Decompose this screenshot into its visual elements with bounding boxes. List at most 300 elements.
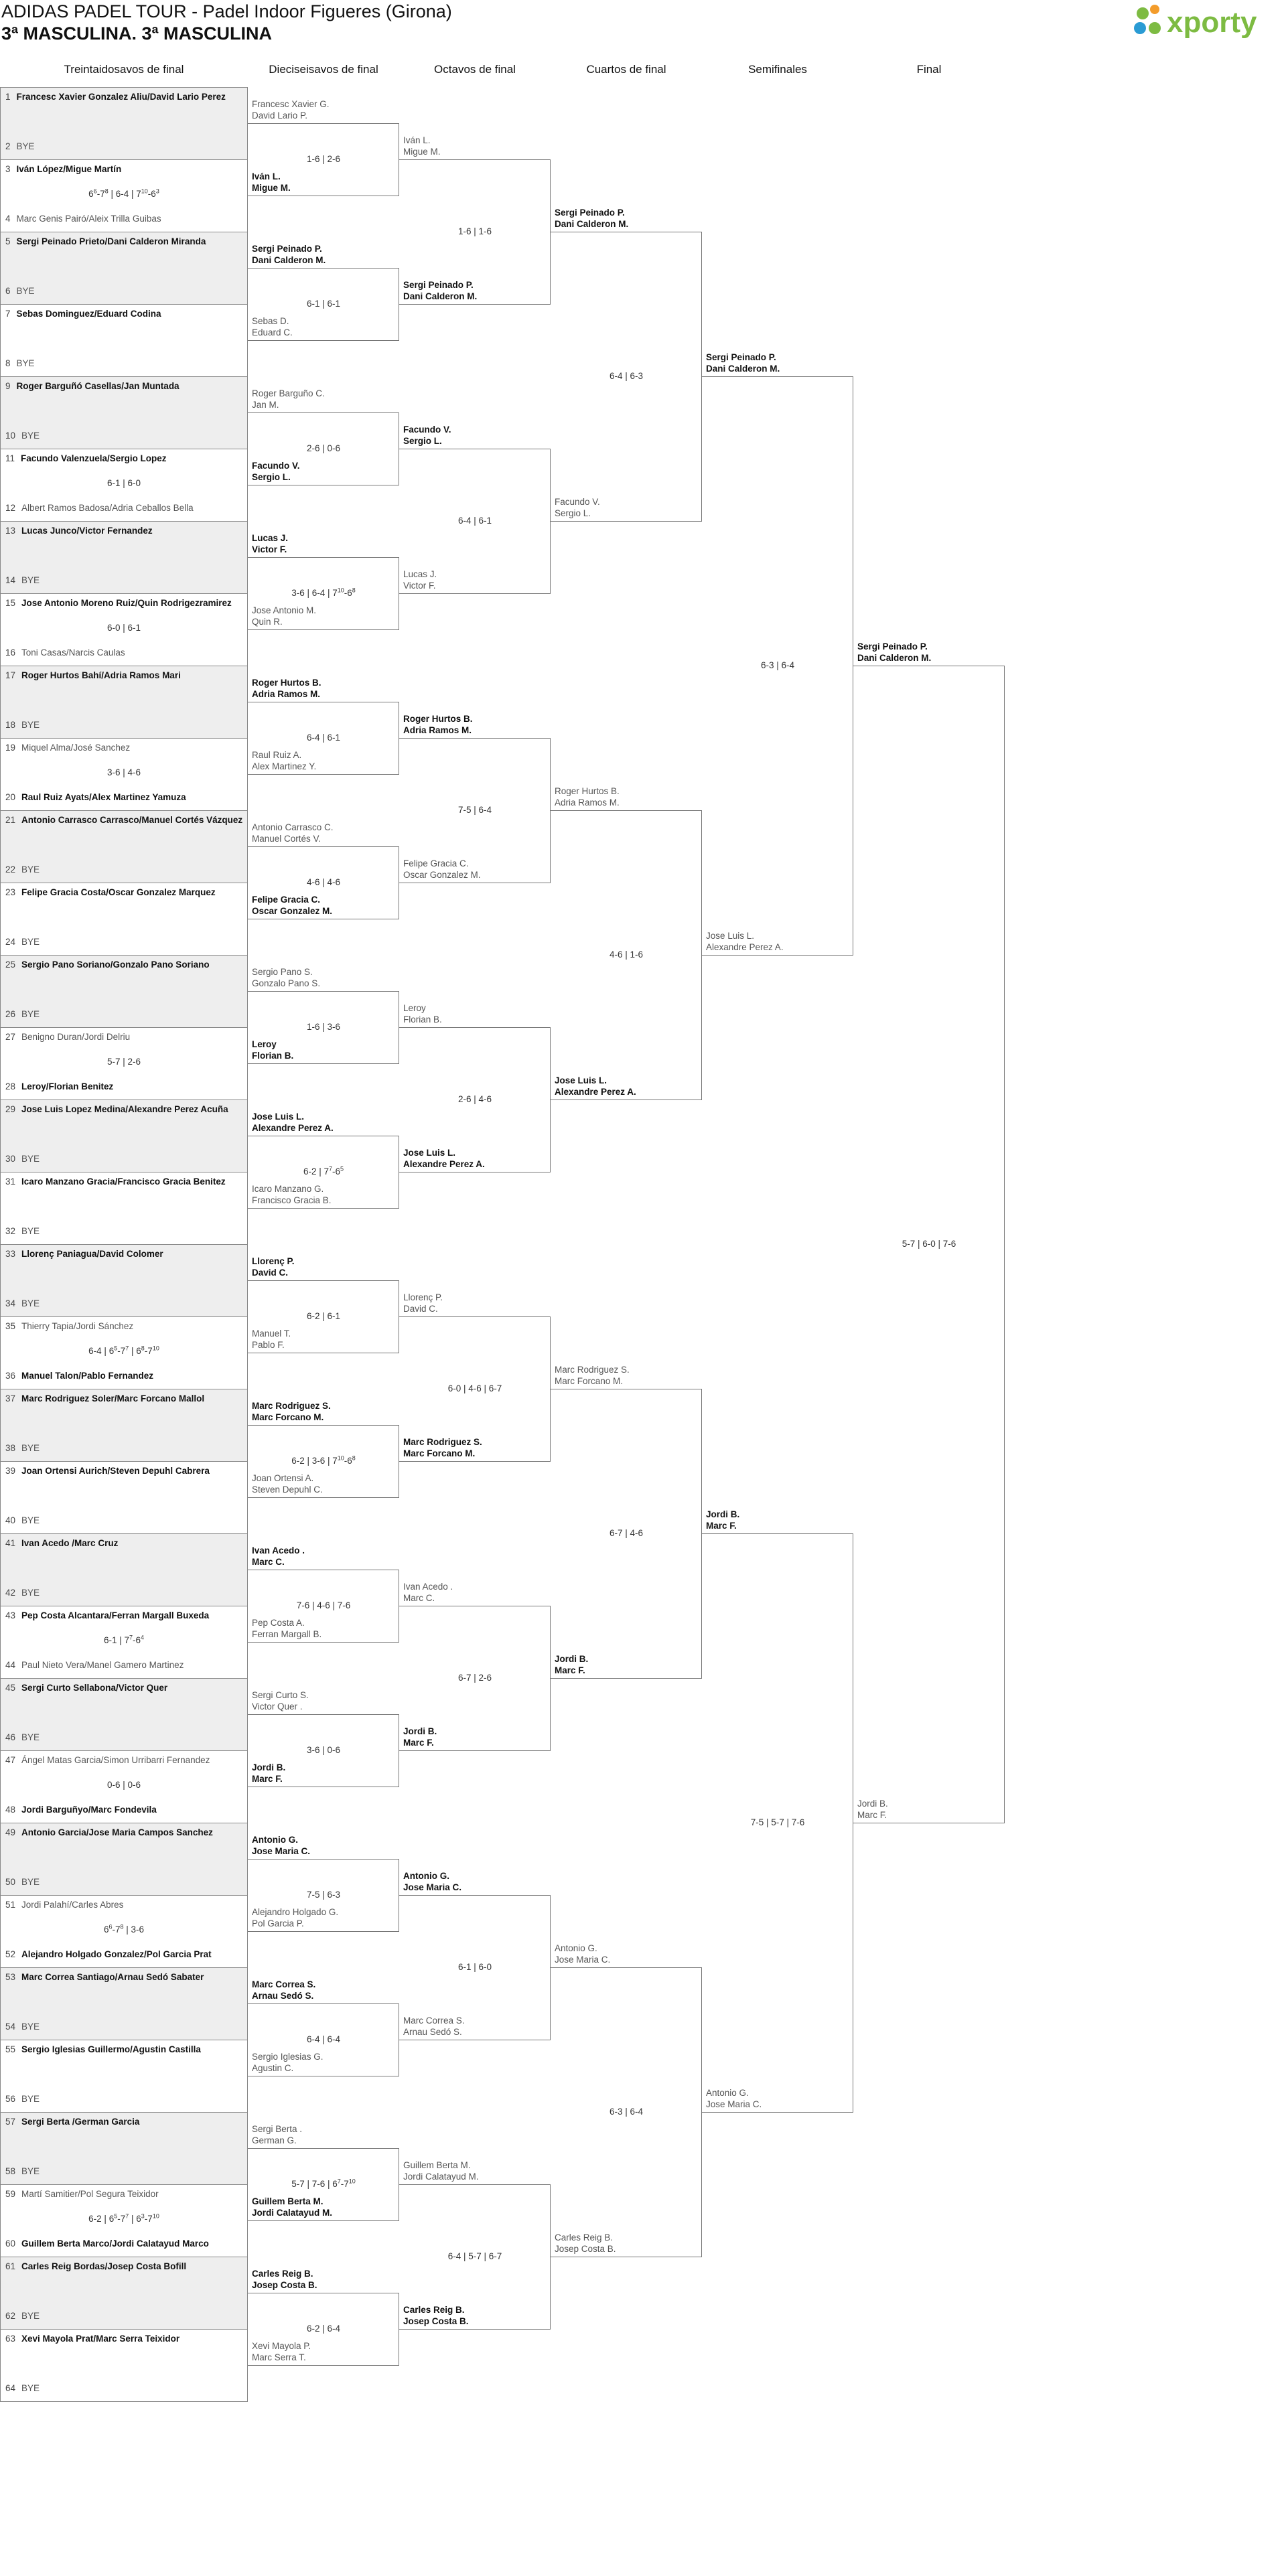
match-score: 6-7 | 2-6	[457, 1673, 492, 1683]
round-header: Cuartos de final	[586, 63, 666, 76]
team-player-1: Pep Costa A.	[252, 1618, 305, 1628]
team-entry	[252, 894, 398, 917]
match-score: 6-3 | 6-4	[760, 660, 795, 670]
seed-number: 27	[5, 1032, 16, 1042]
match-score: 6-4 | 6-1	[306, 733, 341, 743]
team-entry	[5, 430, 246, 441]
team-entry	[5, 1971, 246, 1983]
team-player-1: Leroy	[252, 1039, 277, 1049]
page-title: ADIDAS PADEL TOUR - Padel Indoor Figueres (Girona)	[1, 1, 452, 21]
team-player-1: Llorenç P.	[252, 1256, 295, 1266]
team-player-2: Pablo F.	[252, 1340, 285, 1350]
team-entry	[5, 887, 246, 898]
team-player-1: Manuel T.	[252, 1329, 291, 1339]
seed-number: 16	[5, 648, 16, 658]
match-score: 6-2 | 6-1	[306, 1311, 341, 1321]
team-player-2: Dani Calderon M.	[857, 653, 932, 663]
team-player-1: Iván L.	[252, 171, 281, 181]
team-name: Felipe Gracia Costa/Oscar Gonzalez Marquez	[21, 887, 216, 897]
team-entry	[5, 2188, 246, 2200]
team-entry	[5, 1876, 246, 1888]
team-entry	[252, 98, 398, 121]
team-entry	[5, 1537, 246, 1549]
team-entry	[403, 279, 549, 302]
team-entry	[5, 1659, 246, 1671]
team-player-2: Alexandre Perez A.	[555, 1087, 636, 1097]
team-entry	[5, 719, 246, 731]
match-score: 6-2 | $6^5-7^7$ | $6^3-7^{10}$	[88, 2212, 159, 2224]
seed-number: 38	[5, 1443, 16, 1453]
team-entry	[5, 2238, 246, 2249]
seed-number: 44	[5, 1660, 16, 1670]
seed-number: 41	[5, 1538, 16, 1548]
team-entry	[252, 171, 398, 194]
team-player-1: Jose Luis L.	[403, 1148, 456, 1158]
team-entry	[5, 2261, 246, 2272]
team-player-2: Agustin C.	[252, 2063, 294, 2073]
team-player-2: Jordi Calatayud M.	[403, 2172, 479, 2182]
team-player-2: Marc F.	[403, 1738, 434, 1748]
team-name: Leroy/Florian Benitez	[21, 1081, 114, 1091]
team-player-2: Adria Ramos M.	[403, 725, 472, 735]
team-name: Toni Casas/Narcis Caulas	[21, 648, 125, 658]
team-entry	[252, 243, 398, 266]
team-name: Sergio Pano Soriano/Gonzalo Pano Soriano	[21, 960, 210, 970]
match-score: 2-6 | 0-6	[306, 443, 341, 453]
team-entry	[5, 141, 246, 152]
seed-number: 29	[5, 1104, 16, 1114]
match-score: 6-3 | 6-4	[609, 2107, 644, 2117]
match-score: 7-5 | 5-7 | 7-6	[750, 1817, 805, 1827]
round-header: Dieciseisavos de final	[269, 63, 378, 76]
seed-number: 62	[5, 2311, 16, 2321]
seed-number: 31	[5, 1177, 16, 1187]
team-name: Joan Ortensi Aurich/Steven Depuhl Cabrera	[21, 1466, 210, 1476]
team-entry	[5, 2333, 246, 2344]
team-name: Marc Genis Pairó/Aleix Trilla Guibas	[16, 214, 161, 224]
team-name: Marc Correa Santiago/Arnau Sedó Sabater	[21, 1972, 204, 1982]
team-entry	[252, 1111, 398, 1134]
team-entry	[5, 525, 246, 536]
team-name: BYE	[21, 2383, 40, 2393]
team-entry	[252, 460, 398, 483]
team-player-2: Migue M.	[403, 147, 441, 157]
team-player-2: Adria Ramos M.	[555, 798, 620, 808]
match-score: 6-1 | 6-0	[106, 478, 141, 488]
team-player-1: Ivan Acedo .	[403, 1582, 453, 1592]
team-player-2: Sergio L.	[252, 472, 291, 482]
match-score: 6-7 | 4-6	[609, 1528, 644, 1538]
seed-number: 12	[5, 503, 16, 513]
match-score: 6-1 | $7^7-6^4$	[103, 1634, 145, 1645]
team-player-2: Jan M.	[252, 400, 279, 410]
team-player-2: Josep Costa B.	[555, 2244, 616, 2254]
team-name: Lucas Junco/Victor Fernandez	[21, 526, 153, 536]
team-entry	[555, 496, 701, 519]
seed-number: 9	[5, 381, 11, 391]
team-entry	[5, 2021, 246, 2032]
team-player-2: Oscar Gonzalez M.	[403, 870, 481, 880]
team-player-1: Roger Hurtos B.	[252, 678, 322, 688]
match-score: 5-7 | 7-6 | $6^7-7^{10}$	[291, 2178, 356, 2189]
match-score: 6-4 | 6-3	[609, 371, 644, 381]
team-name: BYE	[21, 575, 40, 585]
team-player-2: Marc Serra T.	[252, 2352, 306, 2362]
team-player-2: Jose Maria C.	[555, 1955, 611, 1965]
team-entry	[252, 2196, 398, 2218]
team-entry	[5, 1104, 246, 1115]
team-player-1: Ivan Acedo .	[252, 1545, 305, 1556]
team-player-1: Jordi B.	[706, 1509, 740, 1519]
team-name: BYE	[21, 1515, 40, 1525]
team-name: Sergi Berta /German Garcia	[21, 2117, 140, 2127]
team-player-1: Marc Correa S.	[252, 1979, 316, 1989]
team-entry	[5, 1899, 246, 1910]
team-name: BYE	[16, 358, 35, 368]
team-player-2: Jose Maria C.	[403, 1882, 462, 1892]
team-entry	[5, 2382, 246, 2394]
team-entry	[252, 315, 398, 338]
match-score: 2-6 | 4-6	[457, 1094, 492, 1104]
team-entry	[403, 1726, 549, 1748]
team-player-1: Guillem Berta M.	[252, 2196, 324, 2206]
team-player-2: Gonzalo Pano S.	[252, 978, 321, 988]
team-entry	[5, 1031, 246, 1043]
seed-number: 60	[5, 2239, 16, 2249]
team-entry	[403, 1581, 549, 1604]
team-player-1: Antonio G.	[403, 1871, 449, 1881]
team-name: BYE	[21, 1588, 40, 1598]
team-entry	[5, 647, 246, 658]
team-entry	[403, 135, 549, 157]
team-entry	[252, 1834, 398, 1857]
team-player-2: Alexandre Perez A.	[252, 1123, 334, 1133]
team-entry	[403, 1292, 549, 1314]
team-name: Jose Luis Lopez Medina/Alexandre Perez Acuña	[21, 1104, 228, 1114]
team-name: BYE	[21, 2022, 40, 2032]
seed-number: 64	[5, 2383, 16, 2393]
team-entry	[5, 1732, 246, 1743]
team-player-2: Marc C.	[403, 1593, 435, 1603]
page-subtitle: 3ª MASCULINA. 3ª MASCULINA	[1, 23, 272, 44]
team-player-1: Felipe Gracia C.	[252, 895, 321, 905]
team-player-2: German G.	[252, 2135, 297, 2145]
seed-number: 18	[5, 720, 16, 730]
seed-number: 37	[5, 1393, 16, 1404]
team-entry	[252, 2268, 398, 2291]
team-name: Sergi Peinado Prieto/Dani Calderon Miranda	[16, 236, 206, 246]
team-entry	[252, 1545, 398, 1568]
team-player-1: Roger Barguño C.	[252, 388, 325, 398]
team-entry	[403, 569, 549, 591]
team-player-1: Marc Rodriguez S.	[555, 1365, 630, 1375]
team-player-1: Carles Reig B.	[403, 2305, 465, 2315]
team-player-2: Migue M.	[252, 183, 291, 193]
team-player-2: Florian B.	[252, 1051, 294, 1061]
team-name: Antonio Garcia/Jose Maria Campos Sanchez	[21, 1827, 213, 1837]
team-player-1: Raul Ruiz A.	[252, 750, 302, 760]
team-player-1: Lucas J.	[252, 533, 289, 543]
team-name: BYE	[21, 1226, 40, 1236]
team-entry	[5, 1393, 246, 1404]
seed-number: 14	[5, 575, 16, 585]
team-entry	[252, 1183, 398, 1206]
team-entry	[252, 2340, 398, 2363]
team-name: BYE	[16, 286, 35, 296]
team-player-2: Eduard C.	[252, 327, 293, 337]
seed-number: 43	[5, 1610, 16, 1620]
team-entry	[252, 966, 398, 989]
team-player-2: Dani Calderon M.	[252, 255, 326, 265]
team-entry	[5, 959, 246, 970]
team-name: Sebas Dominguez/Eduard Codina	[16, 309, 161, 319]
team-name: Alejandro Holgado Gonzalez/Pol Garcia Prat	[21, 1949, 212, 1959]
team-player-2: Josep Costa B.	[252, 2280, 317, 2290]
team-name: BYE	[21, 720, 40, 730]
team-entry	[5, 1176, 246, 1187]
team-player-1: Sergio Pano S.	[252, 967, 313, 977]
team-player-1: Marc Rodriguez S.	[403, 1437, 482, 1447]
team-player-2: Quin R.	[252, 617, 283, 627]
team-player-2: Alexandre Perez A.	[403, 1159, 485, 1169]
match-score: 6-2 | 6-4	[306, 2324, 341, 2334]
seed-number: 19	[5, 743, 16, 753]
seed-number: 20	[5, 792, 16, 802]
team-player-1: Sergi Peinado P.	[555, 208, 625, 218]
team-name: Llorenç Paniagua/David Colomer	[21, 1249, 163, 1259]
team-name: Paul Nieto Vera/Manel Gamero Martinez	[21, 1660, 184, 1670]
team-name: Jordi Palahí/Carles Abres	[21, 1900, 124, 1910]
team-entry	[555, 1075, 701, 1097]
team-player-2: Alex Martinez Y.	[252, 761, 317, 771]
match-score: 6-0 | 6-1	[106, 623, 141, 633]
seed-number: 49	[5, 1827, 16, 1837]
team-entry	[5, 670, 246, 681]
team-player-1: Sebas D.	[252, 316, 289, 326]
match-score: 3-6 | 6-4 | $7^{10}-6^8$	[291, 587, 356, 598]
team-player-1: Jordi B.	[555, 1654, 589, 1664]
team-entry	[252, 822, 398, 844]
team-entry	[5, 1153, 246, 1164]
team-player-1: Carles Reig B.	[555, 2232, 614, 2243]
team-player-1: Felipe Gracia C.	[403, 858, 469, 868]
team-player-2: Jose Maria C.	[252, 1846, 311, 1856]
seed-number: 40	[5, 1515, 16, 1525]
team-player-2: Oscar Gonzalez M.	[252, 906, 333, 916]
seed-number: 42	[5, 1588, 16, 1598]
team-player-1: Facundo V.	[403, 425, 451, 435]
team-player-1: Sergi Peinado P.	[706, 352, 776, 362]
team-entry	[5, 1248, 246, 1260]
team-entry	[403, 713, 549, 736]
team-player-2: Marc F.	[706, 1521, 737, 1531]
team-player-2: David C.	[403, 1304, 438, 1314]
team-entry	[5, 2116, 246, 2127]
seed-number: 22	[5, 864, 16, 875]
team-name: Jose Antonio Moreno Ruiz/Quin Rodrigezramirez	[21, 598, 232, 608]
match-score: 6-1 | 6-1	[306, 299, 341, 309]
team-player-2: Marc F.	[252, 1774, 283, 1784]
seed-number: 3	[5, 164, 11, 174]
match-score: 1-6 | 2-6	[306, 154, 341, 164]
team-name: BYE	[21, 2094, 40, 2104]
team-name: Martí Samitier/Pol Segura Teixidor	[21, 2189, 159, 2199]
team-entry	[5, 502, 246, 514]
team-player-1: Sergi Peinado P.	[857, 641, 928, 652]
team-name: Manuel Talon/Pablo Fernandez	[21, 1371, 154, 1381]
team-entry	[5, 1515, 246, 1526]
team-entry	[555, 207, 701, 230]
team-entry	[403, 858, 549, 881]
seed-number: 30	[5, 1154, 16, 1164]
seed-number: 26	[5, 1009, 16, 1019]
team-player-2: Josep Costa B.	[403, 2316, 469, 2326]
seed-number: 50	[5, 1877, 16, 1887]
round-header: Semifinales	[748, 63, 807, 76]
seed-number: 25	[5, 960, 16, 970]
round-header: Final	[916, 63, 942, 76]
team-entry	[5, 575, 246, 586]
team-player-1: Xevi Mayola P.	[252, 2341, 311, 2351]
match-score: $6^6-7^8$ | 3-6	[103, 1923, 145, 1935]
team-entry	[5, 1949, 246, 1960]
team-player-1: Antonio G.	[252, 1835, 298, 1845]
team-name: Thierry Tapia/Jordi Sánchez	[21, 1321, 134, 1331]
team-name: BYE	[21, 937, 40, 947]
team-entry	[555, 1364, 701, 1387]
team-name: Francesc Xavier Gonzalez Aliu/David Lario Perez	[16, 92, 226, 102]
team-entry	[5, 1442, 246, 1454]
team-entry	[5, 1225, 246, 1237]
match-score: 4-6 | 1-6	[609, 950, 644, 960]
team-entry	[252, 1256, 398, 1278]
team-entry	[706, 1509, 852, 1531]
seed-number: 32	[5, 1226, 16, 1236]
seed-number: 39	[5, 1466, 16, 1476]
team-entry	[5, 236, 246, 247]
team-player-1: Llorenç P.	[403, 1292, 443, 1302]
match-score: 7-6 | 4-6 | 7-6	[296, 1600, 351, 1610]
team-name: BYE	[21, 1877, 40, 1887]
team-entry	[252, 605, 398, 627]
team-name: Albert Ramos Badosa/Adria Ceballos Bella	[21, 503, 194, 513]
team-name: Miquel Alma/José Sanchez	[21, 743, 131, 753]
team-player-2: Alexandre Perez A.	[706, 942, 784, 952]
team-player-1: Sergi Peinado P.	[252, 244, 322, 254]
team-player-2: Sergio L.	[403, 436, 442, 446]
team-name: Pep Costa Alcantara/Ferran Margall Buxeda	[21, 1610, 210, 1620]
seed-number: 13	[5, 526, 16, 536]
seed-number: 36	[5, 1371, 16, 1381]
seed-number: 45	[5, 1683, 16, 1693]
team-entry	[403, 2304, 549, 2327]
seed-number: 35	[5, 1321, 16, 1331]
seed-number: 2	[5, 141, 11, 151]
team-player-2: Arnau Sedó S.	[252, 1991, 314, 2001]
team-player-2: Ferran Margall B.	[252, 1629, 322, 1639]
seed-number: 63	[5, 2334, 16, 2344]
team-name: Jordi Barguñyo/Marc Fondevila	[21, 1805, 157, 1815]
team-entry	[5, 1754, 246, 1766]
team-entry	[555, 785, 701, 808]
match-score: 6-4 | 6-4	[306, 2034, 341, 2044]
team-player-2: Marc Forcano M.	[403, 1448, 476, 1458]
round-header: Octavos de final	[434, 63, 516, 76]
team-entry	[252, 1400, 398, 1423]
team-entry	[5, 213, 246, 224]
seed-number: 1	[5, 92, 11, 102]
team-entry	[5, 1008, 246, 1020]
team-entry	[5, 285, 246, 297]
team-player-2: Jordi Calatayud M.	[252, 2208, 333, 2218]
team-entry	[5, 791, 246, 803]
team-entry	[5, 308, 246, 319]
team-player-2: Victor F.	[252, 544, 287, 554]
team-player-1: Antonio Carrasco C.	[252, 822, 334, 832]
seed-number: 52	[5, 1949, 16, 1959]
team-player-1: Carles Reig B.	[252, 2269, 313, 2279]
team-player-1: Sergi Berta .	[252, 2124, 303, 2134]
seed-number: 5	[5, 236, 11, 246]
team-player-2: Florian B.	[403, 1014, 442, 1025]
team-entry	[5, 597, 246, 609]
match-score: 6-2 | $7^7-6^5$	[303, 1165, 344, 1177]
team-player-2: Marc F.	[555, 1665, 585, 1675]
team-entry	[252, 1039, 398, 1061]
team-player-1: Sergi Peinado P.	[403, 280, 474, 290]
team-player-2: Dani Calderon M.	[706, 364, 780, 374]
seed-number: 57	[5, 2117, 16, 2127]
team-entry	[403, 1436, 549, 1459]
seed-number: 21	[5, 815, 16, 825]
team-entry	[5, 864, 246, 875]
team-name: Roger Barguñó Casellas/Jan Muntada	[16, 381, 180, 391]
seed-number: 47	[5, 1755, 16, 1765]
match-score: 7-5 | 6-3	[306, 1890, 341, 1900]
team-entry	[252, 1979, 398, 2001]
team-entry	[5, 1827, 246, 1838]
seed-number: 54	[5, 2022, 16, 2032]
team-player-1: Lucas J.	[403, 569, 437, 579]
team-player-2: Steven Depuhl C.	[252, 1485, 323, 1495]
seed-number: 23	[5, 887, 16, 897]
team-player-1: Marc Rodriguez S.	[252, 1401, 331, 1411]
match-score: 1-6 | 1-6	[457, 226, 492, 236]
team-entry	[5, 936, 246, 948]
match-score: 6-1 | 6-0	[457, 1962, 492, 1972]
seed-number: 46	[5, 1732, 16, 1742]
match-score: 0-6 | 0-6	[106, 1780, 141, 1790]
seed-number: 28	[5, 1081, 16, 1091]
team-player-1: Jose Luis L.	[252, 1112, 305, 1122]
team-name: Marc Rodriguez Soler/Marc Forcano Mallol	[21, 1393, 205, 1404]
team-entry	[5, 163, 246, 175]
seed-number: 59	[5, 2189, 16, 2199]
team-entry	[5, 358, 246, 369]
team-entry	[706, 930, 852, 953]
match-score: 6-4 | 6-1	[457, 516, 492, 526]
match-score: 6-4 | $6^5-7^7$ | $6^8-7^{10}$	[88, 1345, 159, 1356]
team-player-1: Sergio Iglesias G.	[252, 2052, 324, 2062]
match-score: 3-6 | 0-6	[306, 1745, 341, 1755]
team-name: BYE	[21, 1732, 40, 1742]
team-name: Sergi Curto Sellabona/Victor Quer	[21, 1683, 168, 1693]
match-score: 4-6 | 4-6	[306, 877, 341, 887]
xporty-logo	[1132, 1, 1286, 46]
team-entry	[403, 424, 549, 447]
team-entry	[5, 91, 246, 102]
team-player-2: David C.	[252, 1268, 289, 1278]
